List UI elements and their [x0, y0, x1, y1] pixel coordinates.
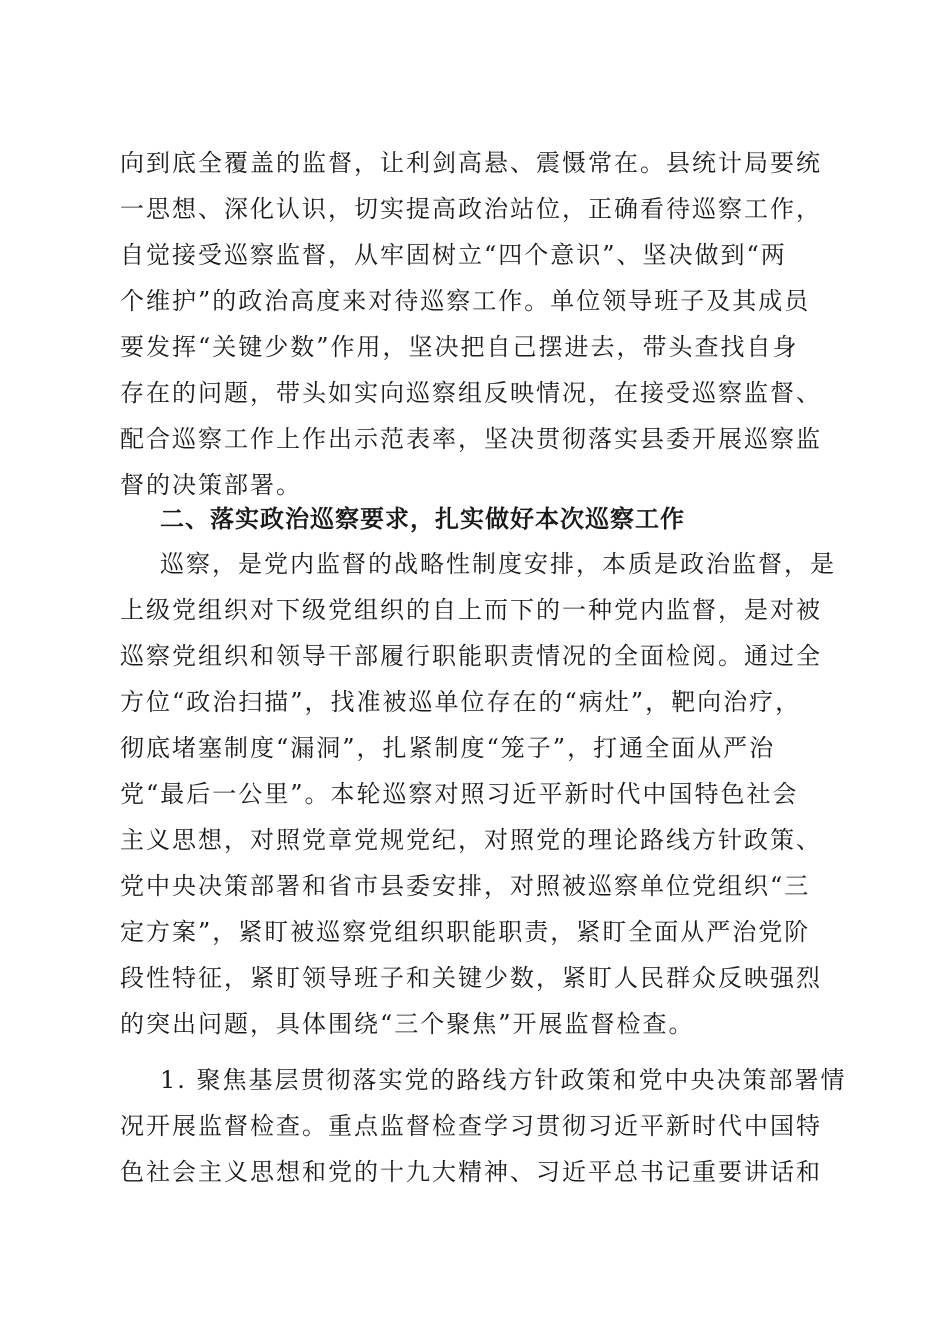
- section-heading: 二、落实政治巡察要求，扎实做好本次巡察工作: [160, 505, 685, 533]
- text-line: 段性特征，紧盯领导班子和关键少数，紧盯人民群众反映强烈: [120, 964, 822, 992]
- text-line: 个维护”的政治高度来对待巡察工作。单位领导班子及其成员: [120, 287, 811, 315]
- text-line: 一思想、深化认识，切实提高政治站位，正确看待巡察工作，: [120, 195, 822, 223]
- text-line: 自觉接受巡察监督，从牢固树立“四个意识”、坚决做到“两: [120, 241, 787, 269]
- text-line: 向到底全覆盖的监督，让利剑高悬、震慑常在。县统计局要统: [120, 149, 822, 177]
- text-line: 方位“政治扫描”，找准被巡单位存在的“病灶”，靶向治疗，: [120, 688, 802, 716]
- numbered-item-line: 1. 聚焦基层贯彻落实党的路线方针政策和党中央决策部署情: [160, 1066, 847, 1094]
- text-line: 彻底堵塞制度“漏洞”，扎紧制度“笼子”，打通全面从严治: [120, 734, 776, 762]
- text-line: 巡察党组织和领导干部履行职能职责情况的全面检阅。通过全: [120, 642, 822, 670]
- text-line: 主义思想，对照党章党规党纪，对照党的理论路线方针政策、: [120, 826, 822, 854]
- text-line: 配合巡察工作上作出示范表率，坚决贯彻落实县委开展巡察监: [120, 425, 822, 453]
- text-line: 况开展监督检查。重点监督检查学习贯彻习近平新时代中国特: [120, 1112, 822, 1140]
- text-line: 要发挥“关键少数”作用，坚决把自己摆进去，带头查找自身: [120, 333, 799, 361]
- text-line: 定方案”，紧盯被巡察党组织职能职责，紧盯全面从严治党阶: [120, 918, 811, 946]
- text-line: 党中央决策部署和省市县委安排，对照被巡察单位党组织“三: [120, 872, 811, 900]
- text-line: 的突出问题，具体围绕“三个聚焦”开展监督检查。: [120, 1010, 695, 1038]
- text-line: 存在的问题，带头如实向巡察组反映情况，在接受巡察监督、: [120, 379, 822, 407]
- text-line: 巡察，是党内监督的战略性制度安排，本质是政治监督，是: [160, 550, 836, 578]
- text-line: 色社会主义思想和党的十九大精神、习近平总书记重要讲话和: [120, 1158, 822, 1186]
- text-line: 上级党组织对下级党组织的自上而下的一种党内监督，是对被: [120, 596, 822, 624]
- text-line: 党“最后一公里”。本轮巡察对照习近平新时代中国特色社会: [120, 780, 799, 808]
- text-line: 督的决策部署。: [120, 471, 302, 499]
